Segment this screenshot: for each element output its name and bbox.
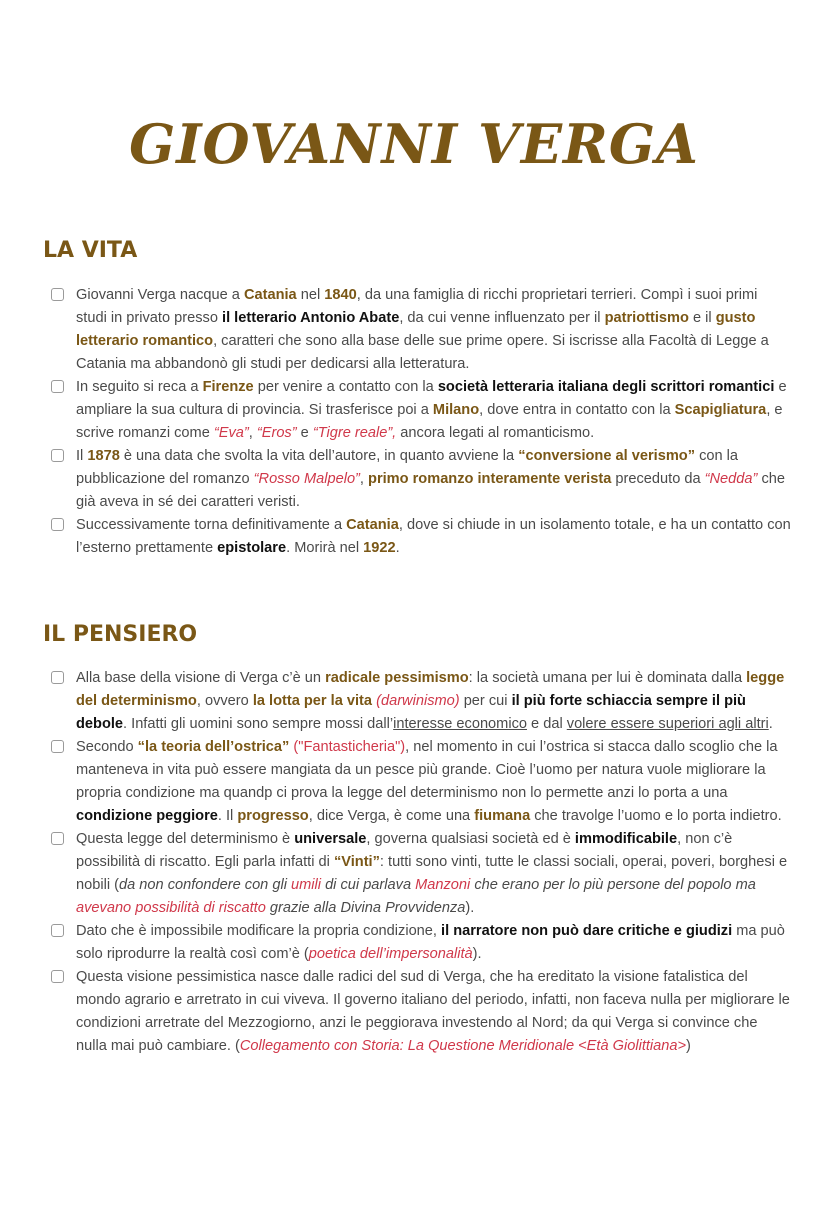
- keyword: gusto letterario romantico: [76, 310, 756, 349]
- bold-text: il più forte schiaccia sempre il più debole: [76, 693, 746, 732]
- bold-text: immodificabile: [574, 831, 678, 847]
- keyword: primo romanzo interamente verista: [368, 471, 612, 487]
- note: (darwinismo): [376, 693, 460, 709]
- text: ,: [248, 425, 257, 441]
- text: ma può solo riprodurre la realtà così com’è (: [76, 923, 785, 962]
- bold-text: epistolare: [217, 540, 287, 556]
- keyword: Catania: [243, 287, 297, 303]
- note: poetica dell’impersonalità: [308, 946, 473, 962]
- work-title: ("Fantasticheria"): [293, 739, 406, 755]
- list-item: [51, 736, 791, 828]
- text: e il: [688, 310, 716, 326]
- text: ): [686, 1038, 691, 1054]
- keyword: progresso: [237, 808, 309, 824]
- checkbox[interactable]: [51, 518, 64, 531]
- text: , caratteri che sono alla base delle sue prime opere. Si iscrisse alla Facoltà di Legge a Catania ma abbandonò gli studi per dedicarsi alla letteratura.: [76, 333, 769, 372]
- text: Questa legge del determinismo è: [76, 831, 295, 847]
- text: che già aveva in sé dei caratteri veristi.: [76, 471, 785, 510]
- text: e ampliare la sua cultura di provincia. Si trasferisce poi a: [76, 379, 787, 418]
- text: . Morirà nel: [286, 540, 364, 556]
- text: con la pubblicazione del romanzo: [76, 448, 739, 487]
- section-heading-vita: LA VITA: [43, 238, 138, 263]
- checkbox[interactable]: [51, 380, 64, 393]
- work-title: “Eva”: [213, 425, 249, 441]
- text: ,: [359, 471, 369, 487]
- text: , governa qualsiasi società ed è: [366, 831, 575, 847]
- text: : tutti sono vinti, tutte le classi sociali, operai, poveri, borghesi e nobili (: [76, 854, 788, 893]
- text: , dice Verga, è come una: [308, 808, 475, 824]
- italic-text: che erano per lo più persone del popolo ma: [470, 877, 756, 893]
- text: In seguito si reca a: [76, 379, 203, 395]
- italic-text: da non confondere con gli: [119, 877, 292, 893]
- text: ).: [472, 946, 482, 962]
- checkbox[interactable]: [51, 832, 64, 845]
- keyword: “conversione al verismo”: [518, 448, 696, 464]
- bold-text: società letteraria italiana degli scrittori romantici: [437, 379, 775, 395]
- list-item: [51, 920, 791, 966]
- text: Il: [76, 448, 88, 464]
- section-heading-pensiero: IL PENSIERO: [43, 622, 198, 647]
- keyword: legge del determinismo: [76, 670, 785, 709]
- text: e: [296, 425, 313, 441]
- bold-text: il letterario Antonio Abate: [222, 310, 400, 326]
- work-title: “Eros”: [256, 425, 297, 441]
- keyword: radicale pessimismo: [325, 670, 469, 686]
- text: per venire a contatto con la: [253, 379, 438, 395]
- checkbox[interactable]: [51, 671, 64, 684]
- text: e dal: [527, 716, 567, 732]
- text: . Il: [217, 808, 238, 824]
- vita-list: [51, 284, 791, 560]
- text: è una data che svolta la vita dell’autore, in quanto avviene la: [119, 448, 519, 464]
- bold-text: condizione peggiore: [76, 808, 218, 824]
- note: umili: [291, 877, 322, 893]
- keyword: 1922: [363, 540, 396, 556]
- text: , da una famiglia di ricchi proprietari terrieri. Compì i suoi primi studi in privato presso: [76, 287, 758, 326]
- pensiero-list: [51, 667, 791, 1058]
- list-item: [51, 514, 791, 560]
- text: Questa visione pessimistica nasce dalle radici del sud di Verga, che ha ereditato la visione fatalistica del mondo agrario e arretrato in cui viveva. Il governo italiano del periodo, infatti, non faceva nulla per migliorare le condizioni arretrate del Mezzogiorno, anzi le peggiorava investendo al Nord; da qui Verga si convince che nulla mai può cambiare. (: [76, 969, 790, 1054]
- keyword: fiumana: [474, 808, 531, 824]
- keyword: Scapigliatura: [674, 402, 767, 418]
- note: avevano possibilità di riscatto: [76, 900, 266, 916]
- text: , non c’è possibilità di riscatto. Egli parla infatti di: [76, 831, 733, 870]
- keyword: “la teoria dell’ostrica”: [137, 739, 290, 755]
- text: Successivamente torna definitivamente a: [76, 517, 347, 533]
- text: , e scrive romanzi come: [76, 402, 783, 441]
- list-item: [51, 284, 791, 376]
- text: ).: [465, 900, 475, 916]
- text: , ovvero: [196, 693, 253, 709]
- keyword: Firenze: [202, 379, 254, 395]
- list-item: [51, 376, 791, 445]
- checkbox[interactable]: [51, 740, 64, 753]
- list-item: [51, 828, 791, 920]
- text: per cui: [459, 693, 512, 709]
- page-title: GIOVANNI VERGA: [129, 112, 699, 176]
- checkbox[interactable]: [51, 970, 64, 983]
- bold-text: il narratore non può dare critiche e giudizi: [441, 923, 733, 939]
- keyword: “Vinti”: [333, 854, 380, 870]
- text: , dove si chiude in un isolamento totale, e ha un contatto con l’esterno prettamente: [76, 517, 791, 556]
- checkbox[interactable]: [51, 449, 64, 462]
- text: Dato che è impossibile modificare la propria condizione,: [76, 923, 442, 939]
- list-item: [51, 966, 791, 1058]
- italic-text: di cui parlava: [321, 877, 416, 893]
- text: .: [768, 716, 773, 732]
- text: preceduto da: [611, 471, 705, 487]
- text: : la società umana per lui è dominata dalla: [468, 670, 747, 686]
- checkbox[interactable]: [51, 924, 64, 937]
- text: , da cui venne influenzato per il: [399, 310, 605, 326]
- keyword: 1878: [87, 448, 120, 464]
- checkbox[interactable]: [51, 288, 64, 301]
- text: Secondo: [76, 739, 138, 755]
- note: Collegamento con Storia: La Questione Meridionale <Età Giolittiana>: [239, 1038, 687, 1054]
- work-title: “Nedda”: [704, 471, 758, 487]
- text: Alla base della visione di Verga c’è un: [76, 670, 326, 686]
- text: . Infatti gli uomini sono sempre mossi dall’: [123, 716, 394, 732]
- list-item: [51, 445, 791, 514]
- work-title: “Tigre reale”,: [312, 425, 397, 441]
- keyword: patriottismo: [604, 310, 689, 326]
- text: che travolge l’uomo e lo porta indietro.: [530, 808, 782, 824]
- text: Giovanni Verga nacque a: [76, 287, 244, 303]
- text: ancora legati al romanticismo.: [396, 425, 595, 441]
- underlined-text: volere essere superiori agli altri: [566, 716, 769, 732]
- text: , nel momento in cui l’ostrica si stacca dallo scoglio che la manteneva in vita può essere mangiata da un pesce più grande. Cioè l’uomo per natura vuole migliorare la propria condizione ma quandp ci prova la legge del determinismo non lo permette anzi lo porta a una: [76, 739, 778, 801]
- keyword: Milano: [432, 402, 480, 418]
- text: .: [395, 540, 400, 556]
- keyword: Catania: [346, 517, 399, 533]
- text: , dove entra in contatto con la: [479, 402, 675, 418]
- keyword: la lotta per la vita: [252, 693, 373, 709]
- italic-text: grazie alla Divina Provvidenza: [265, 900, 466, 916]
- work-title: “Rosso Malpelo”: [253, 471, 360, 487]
- text: nel: [296, 287, 325, 303]
- keyword: 1840: [324, 287, 357, 303]
- underlined-text: interesse economico: [393, 716, 527, 732]
- bold-text: universale: [294, 831, 367, 847]
- list-item: [51, 667, 791, 736]
- note: Manzoni: [415, 877, 471, 893]
